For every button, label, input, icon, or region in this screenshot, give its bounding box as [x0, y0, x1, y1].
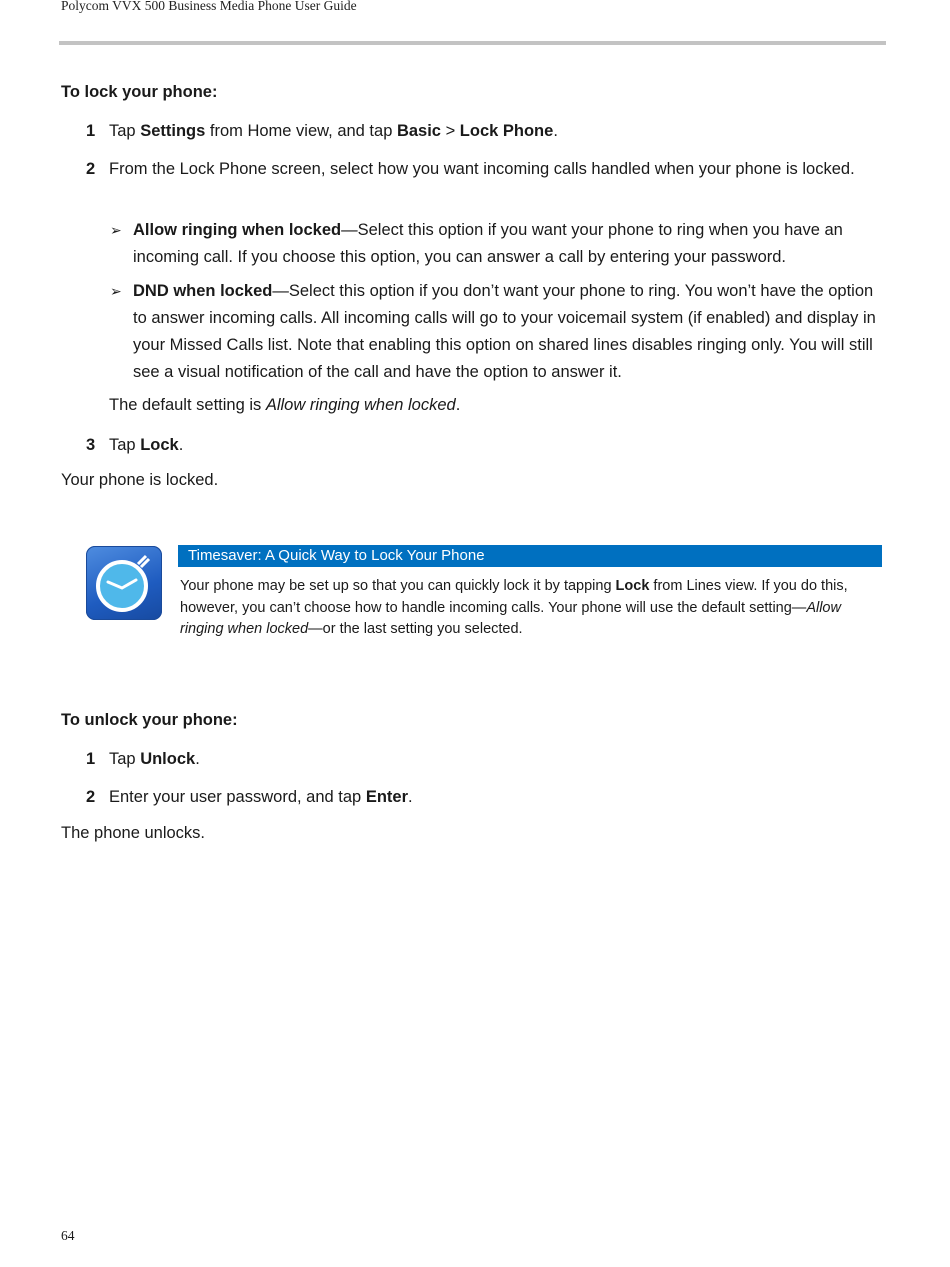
step-number: 1: [86, 122, 96, 140]
running-header: Polycom VVX 500 Business Media Phone User Guide: [61, 0, 357, 13]
step-number: 2: [86, 788, 96, 806]
arrow-bullet-icon: ➢: [110, 222, 122, 238]
page-number: 64: [61, 1228, 75, 1243]
timesaver-title: Timesaver: A Quick Way to Lock Your Phone: [188, 547, 485, 564]
unlock-section-title: To unlock your phone:: [61, 711, 238, 729]
lock-section-title: To lock your phone:: [61, 83, 218, 101]
default-setting-note: The default setting is Allow ringing when locked.: [109, 396, 461, 414]
stopwatch-icon: [86, 546, 162, 620]
lock-result: Your phone is locked.: [61, 471, 219, 489]
timesaver-title-bar: [178, 545, 882, 567]
arrow-bullet-icon: ➢: [110, 283, 122, 299]
step-number: 3: [86, 436, 96, 454]
header-divider: [59, 41, 886, 45]
step-text: Tap Settings from Home view, and tap Basic > Lock Phone.: [109, 122, 558, 140]
option-label: Allow ringing when locked: [133, 221, 342, 239]
step-text: From the Lock Phone screen, select how you want incoming calls handled when your phone is locked.: [109, 160, 855, 178]
timesaver-body: Your phone may be set up so that you can quickly lock it by tapping Lock from Lines view. If you do this, however, you can’t choose how to handle incoming calls. Your phone will use the default setting—Allow ringing when locked—or the last setting you selected.: [180, 578, 848, 637]
step-number: 2: [86, 160, 96, 178]
unlock-result: The phone unlocks.: [61, 824, 206, 842]
step-number: 1: [86, 750, 96, 768]
option-label: DND when locked: [133, 282, 273, 300]
